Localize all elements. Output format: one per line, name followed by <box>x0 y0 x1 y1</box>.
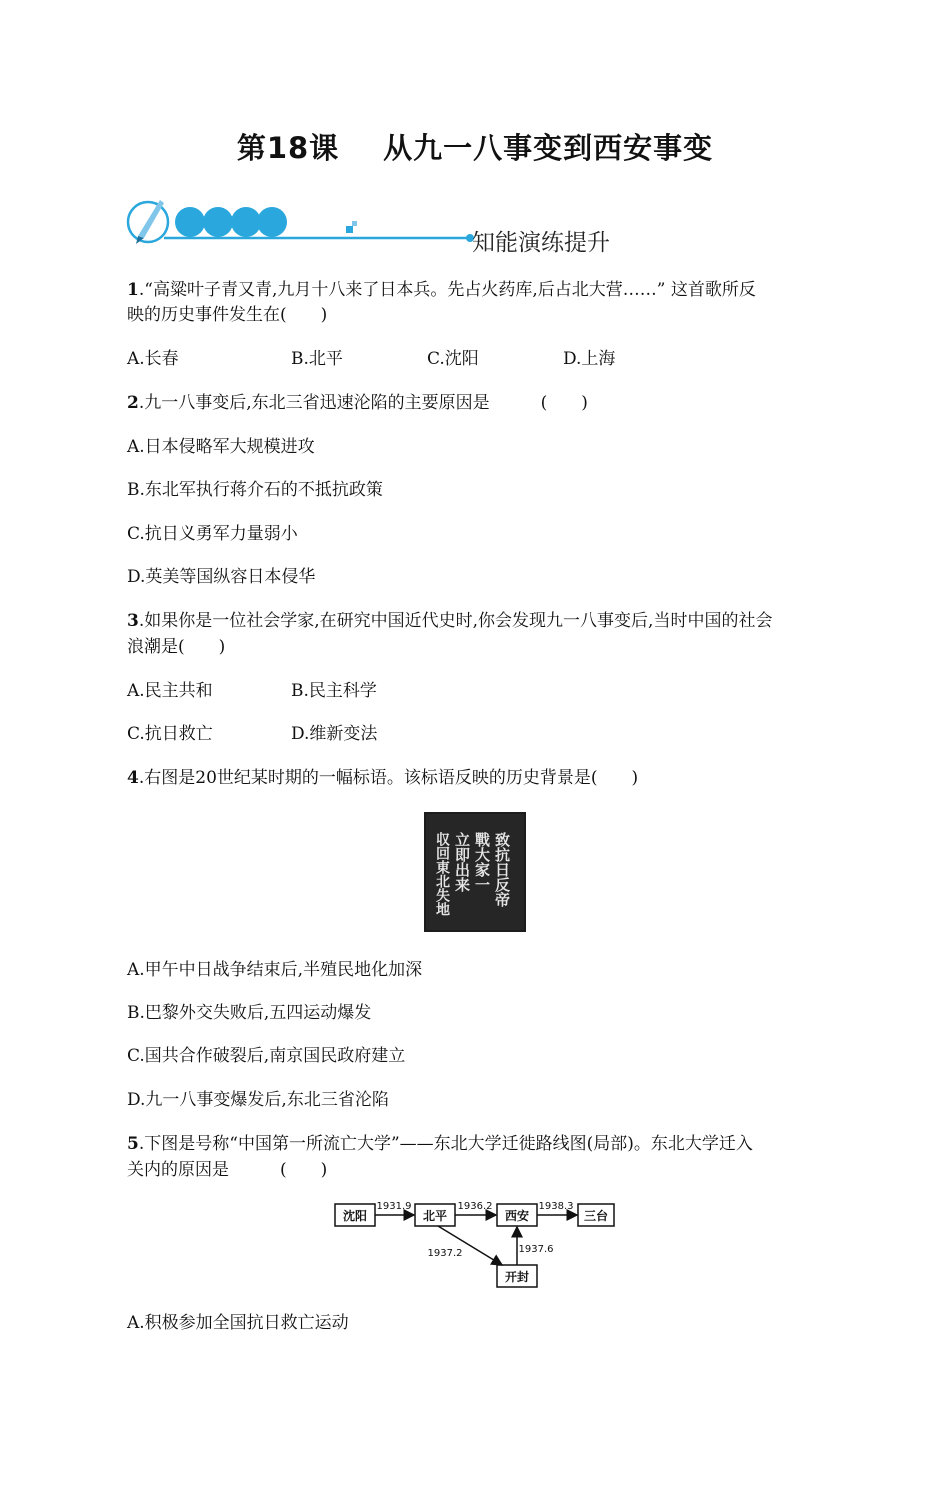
question-5-option-a: A.积极参加全国抗日救亡运动 <box>127 1313 349 1333</box>
question-4-line-1: 4.右图是20世纪某时期的一幅标语。该标语反映的历史背景是( ) <box>127 768 639 788</box>
node-label-shenyang: 沈阳 <box>342 1209 368 1223</box>
section-label: 知能演练提升 <box>472 230 610 256</box>
question-1-line-2: 映的历史事件发生在( ) <box>127 305 328 325</box>
paint-brush-icon <box>138 200 164 238</box>
question-4-option-d: D.九一八事变爆发后,东北三省沦陷 <box>127 1090 389 1110</box>
question-1-option-b: B.北平 <box>291 349 343 369</box>
slogan-photo <box>424 812 526 932</box>
question-3-option-d: D.维新变法 <box>291 724 378 744</box>
question-1-option-d: D.上海 <box>563 349 616 369</box>
node-label-santai: 三台 <box>583 1209 609 1223</box>
dot-1 <box>175 207 205 237</box>
slogan-col-4: 収回東北失地 <box>434 832 450 916</box>
page-title <box>0 126 950 167</box>
slogan-col-2: 戰大家一 <box>473 832 491 892</box>
question-1-line-1: 1.“高粱叶子青又青,九月十八来了日本兵。先占火药库,后占北大营……” 这首歌所反 <box>127 280 756 300</box>
node-label-beiping: 北平 <box>422 1209 448 1223</box>
lesson-title: 从九一八事变到西安事变 <box>383 131 714 165</box>
question-5-line-2: 关内的原因是 ( ) <box>127 1160 328 1180</box>
date-1937-2: 1937.2 <box>427 1248 463 1259</box>
question-3-option-c: C.抗日救亡 <box>127 724 213 744</box>
date-1937-6: 1937.6 <box>518 1244 554 1255</box>
question-3-line-2: 浪潮是( ) <box>127 637 226 657</box>
question-2-option-b: B.东北军执行蒋介石的不抵抗政策 <box>127 480 383 500</box>
slogan-col-1: 致抗日反帝 <box>493 832 511 907</box>
question-5-line-1: 5.下图是号称“中国第一所流亡大学”——东北大学迁徙路线图(局部)。东北大学迁入 <box>127 1134 753 1154</box>
question-4-option-c: C.国共合作破裂后,南京国民政府建立 <box>127 1046 406 1066</box>
node-label-kaifeng: 开封 <box>504 1270 530 1284</box>
dot-4 <box>257 207 287 237</box>
question-4-option-b: B.巴黎外交失败后,五四运动爆发 <box>127 1003 372 1023</box>
question-4-option-a: A.甲午中日战争结束后,半殖民地化加深 <box>127 960 423 980</box>
question-1-option-a: A.长春 <box>127 349 179 369</box>
date-1931-9: 1931.9 <box>376 1201 412 1212</box>
question-3-option-b: B.民主科学 <box>291 681 377 701</box>
slogan-col-3: 立即出来 <box>453 832 471 892</box>
date-1936-2: 1936.2 <box>457 1201 493 1212</box>
question-3-line-1: 3.如果你是一位社会学家,在研究中国近代史时,你会发现九一八事变后,当时中国的社会 <box>127 611 773 631</box>
dot-3 <box>231 207 261 237</box>
dot-2 <box>203 207 233 237</box>
question-2-option-a: A.日本侵略军大规模进攻 <box>127 437 315 457</box>
date-1938-3: 1938.3 <box>538 1201 574 1212</box>
question-2-line-1: 2.九一八事变后,东北三省迅速沦陷的主要原因是 ( ) <box>127 393 588 413</box>
node-label-xian: 西安 <box>504 1209 530 1223</box>
route-map <box>330 1194 620 1294</box>
question-2-option-d: D.英美等国纵容日本侵华 <box>127 567 316 587</box>
lesson-number: 第18课 <box>236 131 340 165</box>
question-2-option-c: C.抗日义勇军力量弱小 <box>127 524 298 544</box>
square-icon <box>346 226 353 233</box>
question-3-option-a: A.民主共和 <box>127 681 213 701</box>
question-1-option-c: C.沈阳 <box>427 349 479 369</box>
